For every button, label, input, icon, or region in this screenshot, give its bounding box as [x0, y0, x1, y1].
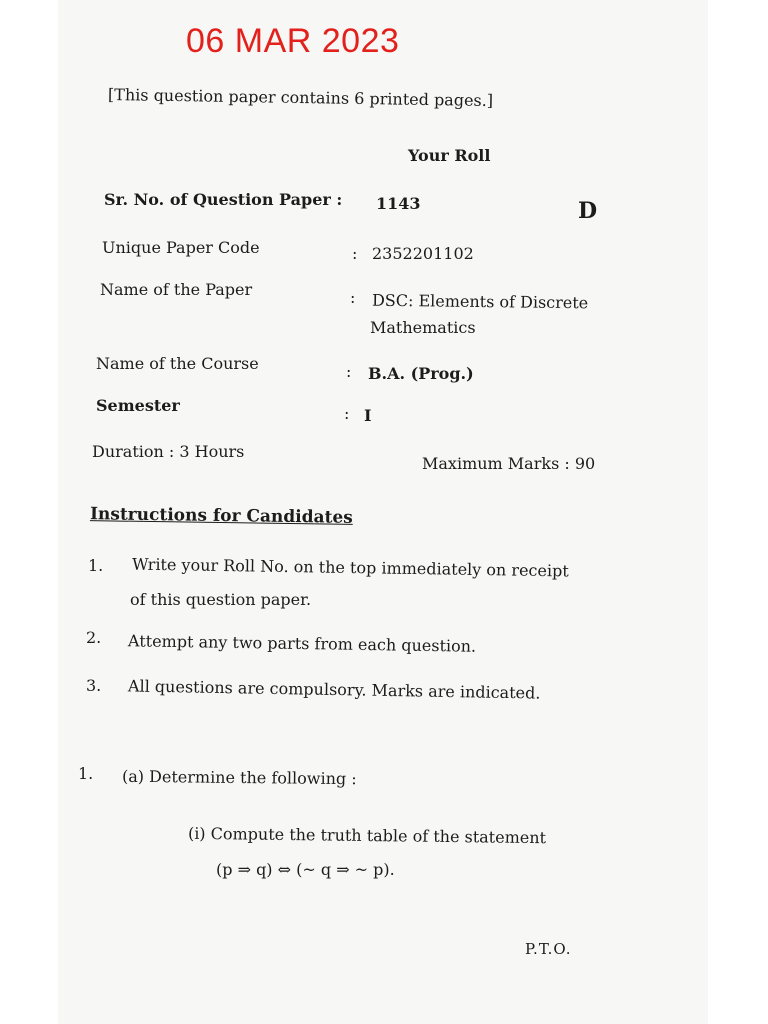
instructions-title: Instructions for Candidates [89, 504, 353, 528]
instruction-text: Write your Roll No. on the top immediately on receipt [131, 554, 569, 581]
instruction-number: 2. [86, 628, 102, 647]
pages-note: [This question paper contains 6 printed pages.] [107, 84, 494, 111]
paper-code-value: 2352201102 [372, 244, 474, 263]
roll-number-label: Your Roll [408, 146, 491, 165]
paper-code-label: Unique Paper Code [102, 238, 260, 257]
course-label: Name of the Course [96, 354, 259, 373]
instruction-number: 1. [88, 556, 104, 575]
course-colon: : [346, 362, 352, 381]
date-stamp: 06 MAR 2023 [186, 22, 400, 60]
paper-name-label: Name of the Paper [100, 280, 253, 299]
paper-name-value-line2: Mathematics [370, 318, 476, 337]
question-number: 1. [78, 764, 94, 783]
course-value: B.A. (Prog.) [368, 364, 474, 383]
instruction-text-continued: of this question paper. [130, 590, 312, 609]
instruction-text: Attempt any two parts from each question. [127, 631, 477, 656]
paper-name-value-line1: DSC: Elements of Discrete [371, 290, 589, 313]
maximum-marks: Maximum Marks : 90 [422, 454, 596, 473]
semester-colon: : [344, 404, 350, 423]
series-code: D [578, 198, 598, 224]
paper-code-colon: : [352, 244, 358, 263]
paper-name-colon: : [350, 288, 356, 307]
instruction-number: 3. [86, 676, 102, 695]
instruction-text: All questions are compulsory. Marks are indicated. [127, 676, 541, 703]
serial-number-value: 1143 [376, 194, 421, 213]
question-subpart-i: (i) Compute the truth table of the statement [187, 823, 547, 848]
duration: Duration : 3 Hours [92, 442, 245, 461]
semester-value: I [364, 406, 372, 425]
question-part-a: (a) Determine the following : [121, 766, 357, 789]
semester-label: Semester [96, 396, 180, 415]
page-turn-over: P.T.O. [525, 940, 572, 958]
serial-number-label: Sr. No. of Question Paper : [104, 190, 343, 209]
question-statement-formula: (p ⇒ q) ⇔ (~ q ⇒ ~ p). [216, 860, 395, 879]
